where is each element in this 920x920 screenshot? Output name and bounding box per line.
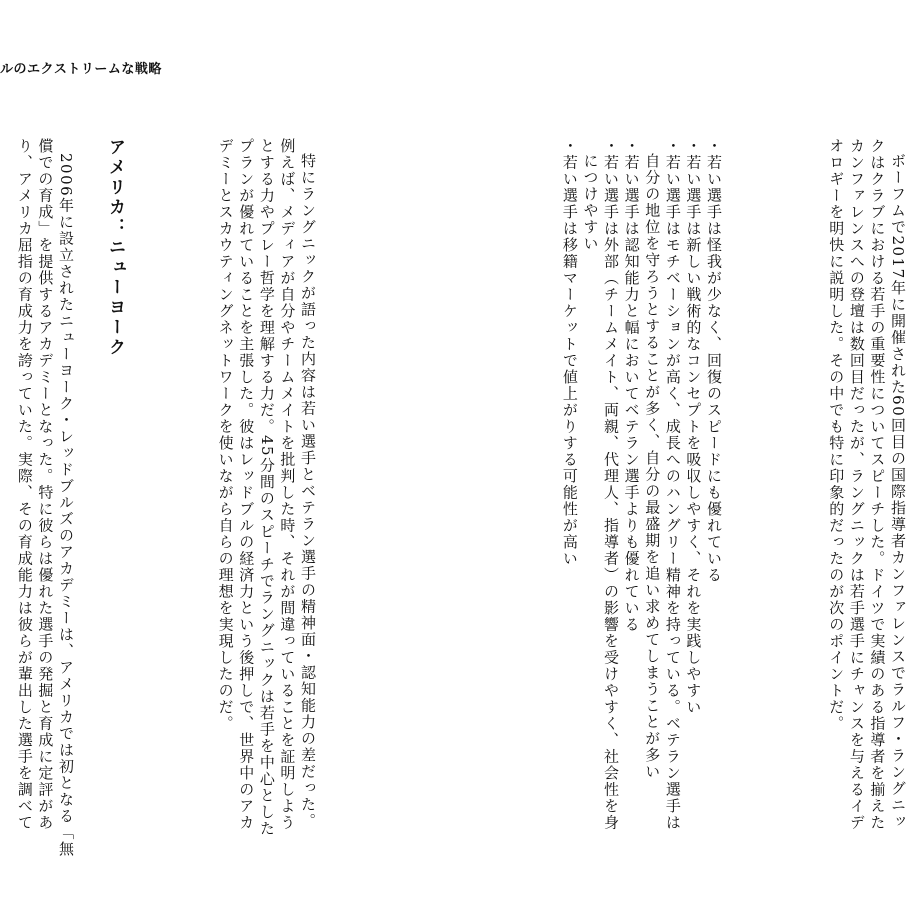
- section-paragraph: 2006年に設立されたニューヨーク・レッドブルズのアカデミーは、アメリカでは初となる「無償での育成」を提供するアカデミーとなった。特に彼らは優れた選手の発掘と育成に定評があり、アメリカ屈指の育成力を誇っていた。実際、その育成能力は彼らが輩出した選手を調べて: [15, 138, 75, 858]
- commentary-column: [170, 138, 318, 838]
- key-point: ・ 若い選手は外部（チームメイト、両親、代理人、指導者）の影響を受けやすく、社会性を身につけやすい: [580, 138, 621, 838]
- intro-paragraph: ボーフムで2017年に開催された60回目の国際指導者カンファレンスでラルフ・ラングニックはクラブにおける若手の重要性についてスピーチした。ドイツで実績のある指導者を揃えたカンファレンスへの登壇は数回目だったが、ラングニックは若手選手にチャンスを与えるイデオロギーを明快に説明した。その中でも特に印象的だったのが次のポイントだ。: [827, 138, 907, 831]
- key-points-column: [479, 138, 724, 838]
- key-point: ・ 若い選手は新しい戦術的なコンセプトを吸収しやすく、それを実践しやすい: [683, 138, 704, 838]
- key-point: ・ 若い選手は移籍マーケットで値上がりする可能性が高い: [559, 138, 580, 838]
- running-head: ルのエクストリームな戦略: [0, 62, 162, 77]
- intro-column: [804, 138, 908, 838]
- section-title: アメリカ：ニューヨーク: [105, 138, 125, 358]
- key-point: ・ 若い選手は怪我が少なく、回復のスピードにも優れている: [703, 138, 724, 838]
- key-point: ・ 若い選手は認知能力と幅においてベテラン選手よりも優れている: [621, 138, 642, 838]
- key-points-list: [559, 138, 724, 838]
- key-point: ・ 若い選手はモチベーションが高く、成長へのハングリー精神を持っている。ベテラン選手は自分の地位を守ろうとすることが多く、自分の最盛期を追い求めてしまうことが多い: [642, 138, 683, 838]
- commentary-paragraph: 特にラングニックが語った内容は若い選手とベテラン選手の精神面・認知能力の差だった。例えば、メディアが自分やチームメイトを批判した時、それが間違っていることを証明しようとする力やプレー哲学を理解する力だ。45分間のスピーチでラングニックは若手を中心としたプランが優れていることを主張した。彼はレッドブルの経済力という後押しで、世界中のアカデミーとスカウティングネットワークを使いながら自らの理想を実現したのだ。: [216, 138, 317, 837]
- section-column: [0, 138, 76, 858]
